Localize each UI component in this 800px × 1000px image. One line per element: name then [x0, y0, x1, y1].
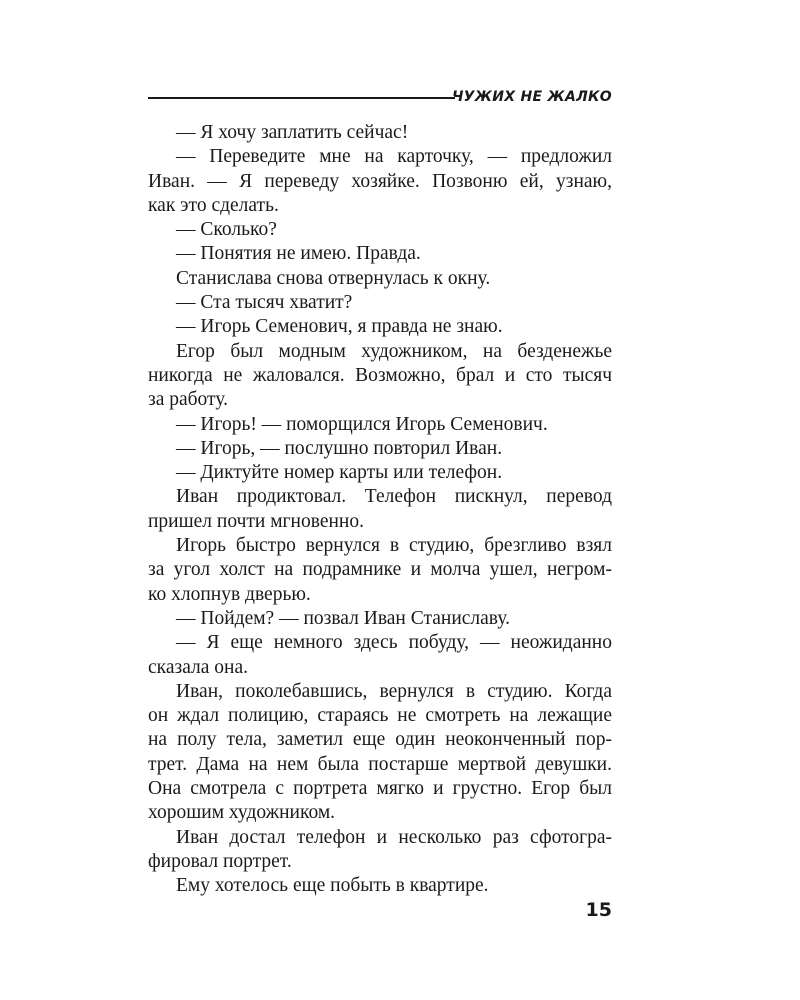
text-line: — Пойдем? — позвал Иван Станиславу. — [176, 607, 511, 629]
text-line: сказала она. — [148, 656, 248, 678]
text-line: за угол холст на подрамнике и молча ушел, негром- — [148, 559, 612, 581]
text-line: — Игорь! — поморщился Игорь Семенович. — [176, 413, 548, 435]
header-rule — [148, 97, 455, 99]
text-line: Иван. — Я переведу хозяйке. Позвоню ей, узнаю, — [148, 170, 612, 192]
text-line: трет. Дама на нем была постарше мертвой девушки. — [148, 753, 612, 775]
page-number: 15 — [585, 899, 612, 921]
text-line: Игорь быстро вернулся в студию, брезгливо взял — [176, 535, 612, 557]
text-line: Иван, поколебавшись, вернулся в студию. Когда — [176, 680, 612, 702]
text-line: фировал портрет. — [148, 850, 292, 872]
text-line: Станислава снова отвернулась к окну. — [176, 267, 491, 289]
text-line: за работу. — [148, 389, 228, 411]
text-line: Иван достал телефон и несколько раз сфотогра- — [176, 826, 612, 848]
text-line: — Диктуйте номер карты или телефон. — [176, 462, 503, 484]
running-title: ЧУЖИХ НЕ ЖАЛКО — [452, 89, 612, 105]
text-line: — Игорь Семенович, я правда не знаю. — [176, 316, 503, 338]
text-line: как это сделать. — [148, 194, 279, 216]
text-line: Егор был модным художником, на безденежье — [176, 340, 612, 362]
body-text — [148, 121, 612, 899]
text-line: — Я еще немного здесь побуду, — неожиданно — [176, 632, 612, 654]
text-line: хорошим художником. — [148, 802, 336, 824]
text-line: — Понятия не имею. Правда. — [176, 243, 421, 265]
text-line: ко хлопнув дверью. — [148, 583, 311, 605]
text-line: на полу тела, заметил еще один неоконченный пор- — [148, 729, 612, 751]
text-line: — Игорь, — послушно повторил Иван. — [176, 437, 503, 459]
text-line: никогда не жаловался. Возможно, брал и сто тысяч — [148, 364, 612, 386]
text-line: — Ста тысяч хватит? — [176, 292, 353, 314]
running-header — [148, 86, 612, 108]
text-line: он ждал полицию, стараясь не смотреть на лежащие — [148, 705, 612, 727]
text-line: — Я хочу заплатить сейчас! — [176, 122, 409, 143]
text-line: пришел почти мгновенно. — [148, 510, 364, 532]
text-line: — Переведите мне на карточку, — предложил — [176, 146, 612, 168]
text-line: Ему хотелось еще побыть в квартире. — [176, 875, 489, 897]
text-line: Иван продиктовал. Телефон пискнул, перевод — [176, 486, 612, 508]
text-line: Она смотрела с портрета мягко и грустно. Егор был — [148, 778, 612, 800]
text-line: — Сколько? — [176, 219, 277, 241]
